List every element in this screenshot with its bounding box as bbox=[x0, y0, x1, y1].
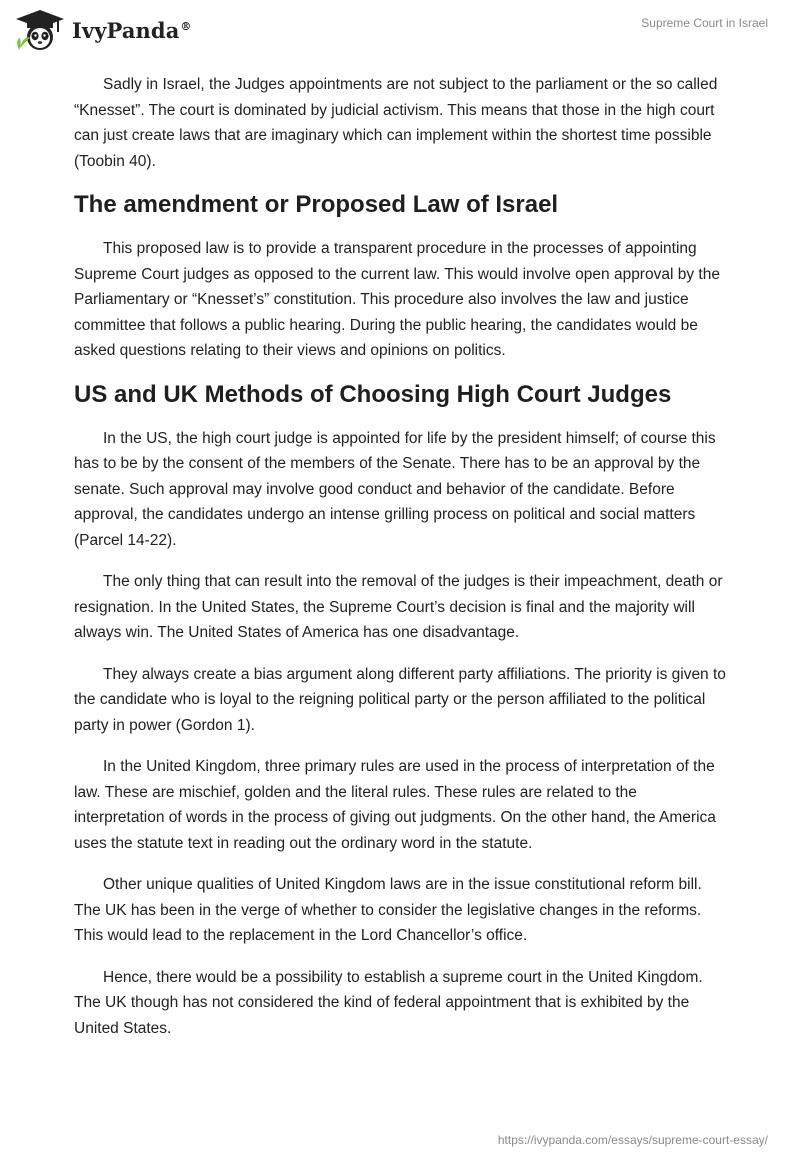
paragraph: This proposed law is to provide a transparent procedure in the processes of appointing Supreme Court judges as opposed to the current law. This would involve open approval by the Parliamentary or “Knesset’s” constitution. This procedure also involves the law and justice committee that follows a public hearing. During the public hearing, the candidates would be asked questions relating to their views and opinions on politics. bbox=[74, 240, 720, 359]
paragraph: The only thing that can result into the removal of the judges is their impeachment, death or resignation. In the United States, the Supreme Court’s decision is final and the majority will always win. The United States of America has one disadvantage. bbox=[74, 573, 723, 641]
paragraph: They always create a bias argument along different party affiliations. The priority is given to the candidate who is loyal to the reigning political party or the person affiliated to the political party in power (Gordon 1). bbox=[74, 665, 726, 734]
source-url[interactable]: https://ivypanda.com/essays/supreme-court-essay/ bbox=[497, 1133, 768, 1147]
section-heading: US and UK Methods of Choosing High Court Judges bbox=[74, 380, 672, 408]
paragraph: In the United Kingdom, three primary rules are used in the process of interpretation of the law. These are mischief, golden and the literal rules. These rules are related to the interpretation of words in the process of giving out judgments. On the other hand, the America uses the statute text in reading out the ordinary word in the statute. bbox=[74, 758, 716, 852]
brand-name: IvyPanda® bbox=[72, 17, 192, 43]
paragraph: Sadly in Israel, the Judges appointments are not subject to the parliament or the so called “Knesset”. The court is dominated by judicial activism. This means that those in the high court can just create laws that are imaginary which can implement within the shortest time possible (Toobin 40). bbox=[74, 76, 718, 170]
page-header bbox=[0, 0, 800, 70]
essay-content bbox=[74, 72, 730, 1057]
ivypanda-logo[interactable] bbox=[14, 8, 192, 52]
paragraph: In the US, the high court judge is appointed for life by the president himself; of course this has to be by the consent of the members of the Senate. There has to be an approval by the senate. Such approval may involve good conduct and behavior of the candidate. Before approval, the candidates undergo an intense grilling process on political and social matters (Parcel 14-22). bbox=[74, 429, 716, 549]
section-heading: The amendment or Proposed Law of Israel bbox=[74, 191, 559, 218]
panda-graduate-icon bbox=[14, 8, 66, 52]
running-title: Supreme Court in Israel bbox=[641, 16, 768, 30]
paragraph: Hence, there would be a possibility to establish a supreme court in the United Kingdom. The UK though has not considered the kind of federal appointment that is exhibited by the United States. bbox=[74, 968, 703, 1037]
paragraph: Other unique qualities of United Kingdom laws are in the issue constitutional reform bill. The UK has been in the verge of whether to consider the legislative changes in the reforms. This would lead to the replacement in the Lord Chancellor’s office. bbox=[74, 876, 702, 944]
